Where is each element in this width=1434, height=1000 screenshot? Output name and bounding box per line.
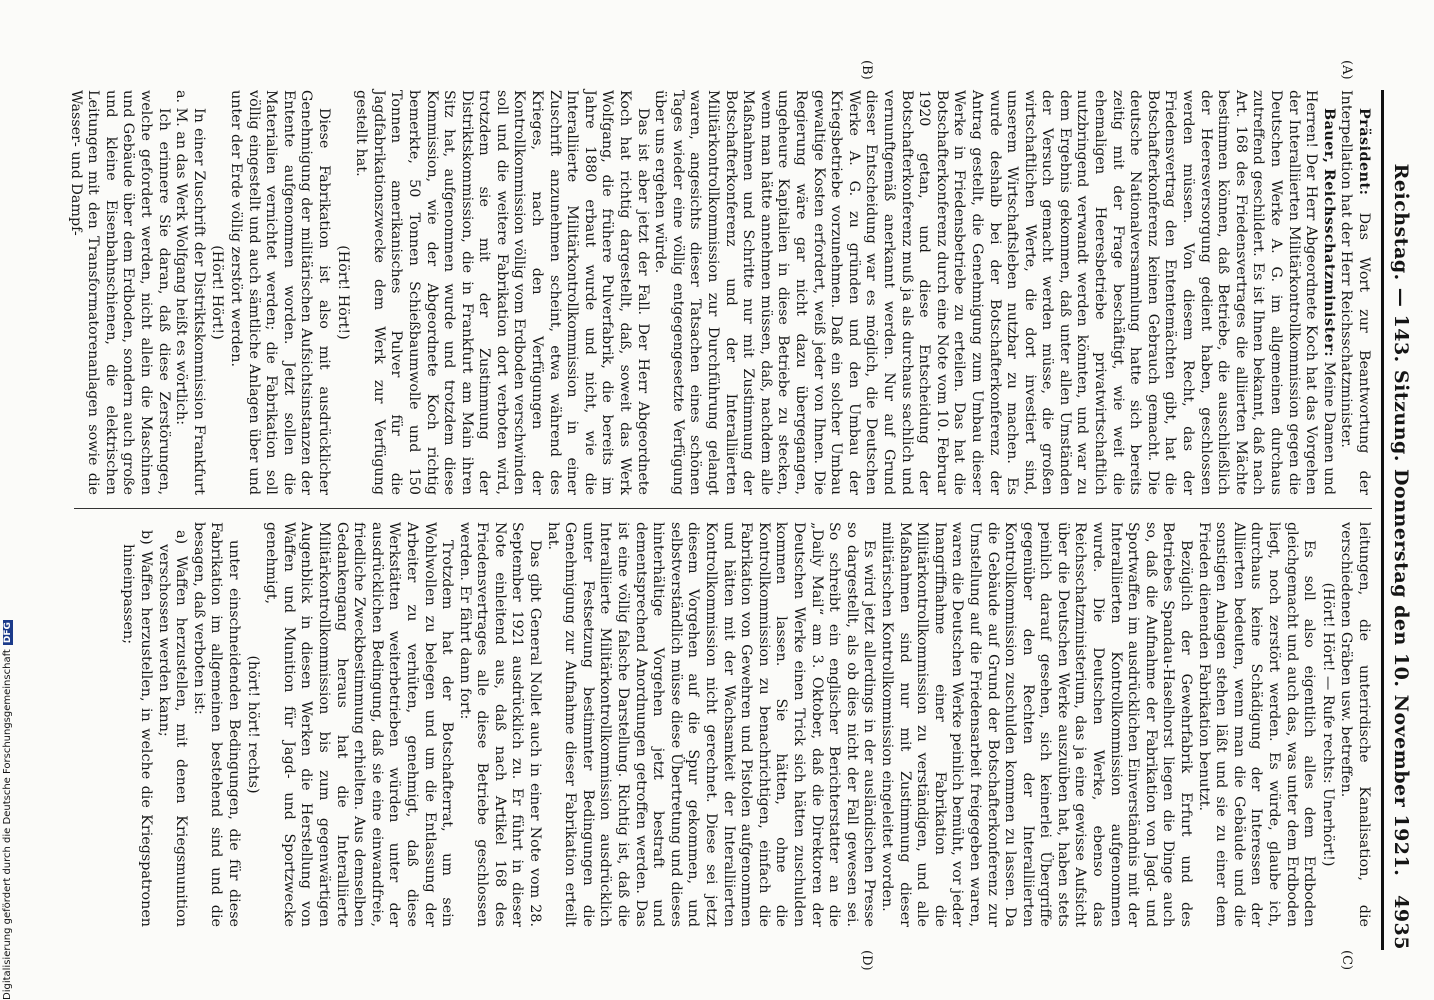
speaker-paragraph	[1337, 90, 1372, 495]
left-column	[67, 90, 1372, 496]
paragraph: leitungen, die unterirdische Kanalisation, die verschiedenen Gräben usw. betreffen.	[1338, 522, 1372, 927]
right-column	[74, 522, 1372, 927]
margin-marker-b: (B)	[859, 60, 874, 80]
speech-text: Meine Damen und Herren! Der Herr Abgeordnete Koch hat das Vorgehen der Interalliierten Militärkontrollkommission gegen die Deutschen Werke A. G. im allgemeinen durchaus zutreffend geschildert. Es ist Ihnen bekannt, daß nach Art. 168 des Friedensvertrages die alliierten Mächte bestimmen können, daß Betriebe, die ausschließlich der Heeresversorgung gedient haben, geschlossen werden müssen. Von diesem Recht, das der Friedensvertrag den Ententemächten gibt, hat die Botschafterkonferenz keinen Gebrauch gemacht. Die deutsche Nationalversammlung hatte sich bereits zeitig mit der Frage beschäftigt, wie weit die ehemaligen Heeresbetriebe privatwirtschaftlich nutzbringend verwandt werden könnten, und war zu dem Ergebnis gekommen, daß unter allen Umständen der Versuch gemacht werden müsse, die großen wirtschaftlichen Werte, die dort investiert sind, unserem Wirtschaftsleben nutzbar zu machen. Es wurde deshalb bei der Botschafterkonferenz der Antrag gestellt, die Genehmigung zum Umbau dieser Werke in Friedensbetriebe zu erteilen. Das hat die Botschafterkonferenz durch eine Note vom 10. Februar 1920 getan, und diese Entscheidung der Botschafterkonferenz muß ja als durchaus sachlich und vernunftgemäß anerkannt werden. Nur auf Grund dieser Entscheidung war es möglich, die Deutschen Werke A. G. zu gründen und den Umbau der Kriegsbetriebe vorzunehmen. Daß ein solcher Umbau gewaltige Kosten erfordert, weiß jeder von Ihnen. Die Regierung wäre gar nicht dazu übergegangen, ungeheure Kapitalien in diese Betriebe zu stecken, wenn man hätte annehmen müssen, daß, nachdem alle Maßnahmen und Schritte nur mit Zustimmung der Botschafterkonferenz und der Interalliierten Militärkontrollkommission zur Durchführung gelangt waren, angesichts dieser Tatsachen eines schönen Tages wieder eine völlig entgegengesetzte Verfügung über uns ergehen würde.	[652, 90, 1337, 495]
paragraph: Es soll also eigentlich alles dem Erdboden gleichgemacht und auch das, was unter dem Erdboden liegt, noch zerstört werden. Es würde, glaube ich, durchaus keine Schädigung der Interessen der Alliierten bedeuten, wenn man die Gebäude und die sonstigen Anlagen stehen läßt und sie zu einer dem Frieden dienenden Fabrikation benutzt.	[1195, 522, 1318, 927]
paragraph: Ich erinnere Sie daran, daß diese Zerstörungen, welche gefordert werden, nicht allein die Maschinen und Gebäude über dem Erdboden, sondern auch große und kleine Eisenbahnschienen, die elektrischen Leitungen mit den Transformatorenanlagen sowie die Wasser- und Dampf-	[67, 90, 172, 495]
page-number: 4935	[1390, 895, 1412, 950]
interjection: (Hört! Hört!)	[334, 245, 351, 340]
paragraph: In einer Zuschrift der Distriktskommission Frankfurt a. M. an das Werk Wolfgang heißt es wörtlich:	[173, 90, 207, 495]
dfg-logo: DFG	[2, 622, 13, 644]
paragraph: unter einschneidenden Bedingungen, die für diese Fabrikation im allgemeinen bestehend sind und die besagen, daß verboten ist:	[190, 522, 242, 927]
margin-marker-a: (A)	[1339, 60, 1354, 80]
margin-marker-d: (D)	[859, 950, 874, 971]
paragraph: Das ist aber jetzt der Fall. Der Herr Abgeordnete Koch hat richtig dargestellt, daß, soweit das Werk Wolfgang, die frühere Pulverfabrik, die bereits im Jahre 1880 erbaut wurde und nicht, wie die Interalliierte Militärkontrollkommission in einer Zuschrift anzunehmen scheint, etwa während des Krieges, nach den Verfügungen der Kontrollkommission völlig vom Erdboden verschwinden soll und die weitere Fabrikation dort verboten wird, trotzdem sie mit der Zustimmung der Distriktskommission, die in Frankfurt am Main ihren Sitz hat, aufgenommen wurde und trotzdem diese Kommission, wie der Abgeordnete Koch richtig bemerkte, 50 Tonnen Schießbaumwolle und 150 Tonnen amerikanisches Pulver für die Jagdfabrikationszwecke dem Werk zur Verfügung gestellt hat.	[353, 90, 651, 495]
margin-marker-c: (C)	[1339, 950, 1354, 971]
list-item: a) Waffen herzustellen, mit denen Kriegsmunition verschossen werden kann;	[155, 530, 190, 927]
speaker-name: Präsident:	[1356, 108, 1372, 196]
speech-text: Das Wort zur Beantwortung der Interpellation hat der Herr Reichsschatzminister.	[1338, 90, 1372, 496]
digitization-credit	[2, 620, 13, 1000]
paragraph: Das gibt General Nollet auch in einer Note vom 28. September 1921 ausdrücklich zu. Er führt in dieser Note einleitend aus, daß nach Artikel 168 des Friedensvertrages alle diese Betriebe geschlossen werden. Er fährt dann fort:	[456, 522, 544, 927]
paragraph: Trotzdem hat der Botschafterrat, um sein Wohlwollen zu belegen und um die Entlassung der Arbeiter zu verhüten, genehmigt, daß diese Werkstätten weiterbetrieben würden unter der ausdrücklichen Bedingung, daß sie eine einwandfreie, friedliche Zweckbestimmung erhielten. Aus demselben Gedankengang heraus hat die Interalliierte Militärkontrollkommission bis zum gegenwärtigen Augenblick in diesen Werken die Herstellung von Waffen und Munition für Jagd- und Sportzwecke genehmigt,	[263, 522, 456, 927]
speaker-name: Bauer, Reichsschatzminister:	[1320, 108, 1337, 357]
paragraph: Diese Fabrikation ist also mit ausdrücklicher Genehmigung der militärischen Aufsichtsinstanzen der Entente aufgenommen worden. Jetzt sollen die Materialien vernichtet werden; die Fabrikation soll völlig eingestellt und auch sämtliche Anlagen über und unter der Erde völlig zerstört werden.	[228, 90, 332, 495]
paragraph: Es wird jetzt allerdings in der ausländischen Presse so dargestellt, als ob dies nicht der Fall gewesen sei. So schreibt ein englischer Berichterstatter an die „Daily Mail“ am 3. Oktober, daß die Direktoren der Deutschen Werke einen Trick sich hätten zuschulden kommen lassen. Sie hätten, ohne die Kontrollkommission zu benachrichtigen, einfach die Fabrikation von Gewehren und Pistolen aufgenommen und hätten mit der Wachsamkeit der Interalliierten Kontrollkommission nicht gerechnet. Diese sei jetzt diesem Vorgehen auf die Spur gekommen, und selbstverständlich müsse diese Übertretung und dieses hinterhältige Vorgehen jetzt bestraft und dementsprechend Anordnungen getroffen werden. Das ist eine völlig falsche Darstellung. Richtig ist, daß die Interalliierte Militärkontrollkommission ausdrücklich unter Festsetzung bestimmter Bedingungen die Genehmigung zur Aufnahme dieser Fabrikation erteilt hat.	[544, 522, 878, 927]
page-header	[1381, 90, 1414, 950]
header-title: Reichstag. — 143. Sitzung. Donnerstag den 10. November 1921.	[1390, 163, 1412, 877]
list-item: b) Waffen herzustellen, in welche die Kriegspatronen hineinpassen;	[120, 530, 155, 927]
rotated-page	[54, 0, 1434, 1000]
paragraph: Bezüglich der Gewehrfabrik Erfurt und des Betriebes Spandau-Haselhorst liegen die Dinge auch so, daß die Aufnahme der Fabrikation von Jagd- und Sportwaffen im ausdrücklichen Einverständnis mit der Interalliierten Kontrollkommission aufgenommen wurde. Die Deutschen Werke, ebenso das Reichsschatzministerium, das ja eine gewisse Aufsicht über die Deutschen Werke auszuüben hat, haben stets peinlich darauf gesehen, sich keinerlei Übergriffe gegenüber den Rechten der Interalliierten Kontrollkommission zuschulden kommen zu lassen. Da die Gebäude auf Grund der Botschafterkonferenz zur Umstellung auf die Friedensarbeit freigegeben waren, waren die Deutschen Werke peinlich bemüht, vor jeder Inangriffnahme einer Fabrikation die Militärkontrollkommission zu verständigen, und alle Maßnahmen sind nur mit Zustimmung dieser militärischen Kontrollkommission eingeleitet worden.	[878, 522, 1195, 927]
interjection: (hört! hört! rechts)	[244, 655, 261, 794]
column-divider	[74, 508, 1372, 509]
interjection: (Hört! Hört! — Rufe rechts: Unerhört!)	[1319, 582, 1336, 867]
credit-text: Digitalisierung gefördert durch die Deutsche Forschungsgemeinschaft	[2, 649, 13, 1000]
interjection: (Hört! Hört!)	[209, 245, 226, 340]
speaker-paragraph	[651, 90, 1337, 495]
